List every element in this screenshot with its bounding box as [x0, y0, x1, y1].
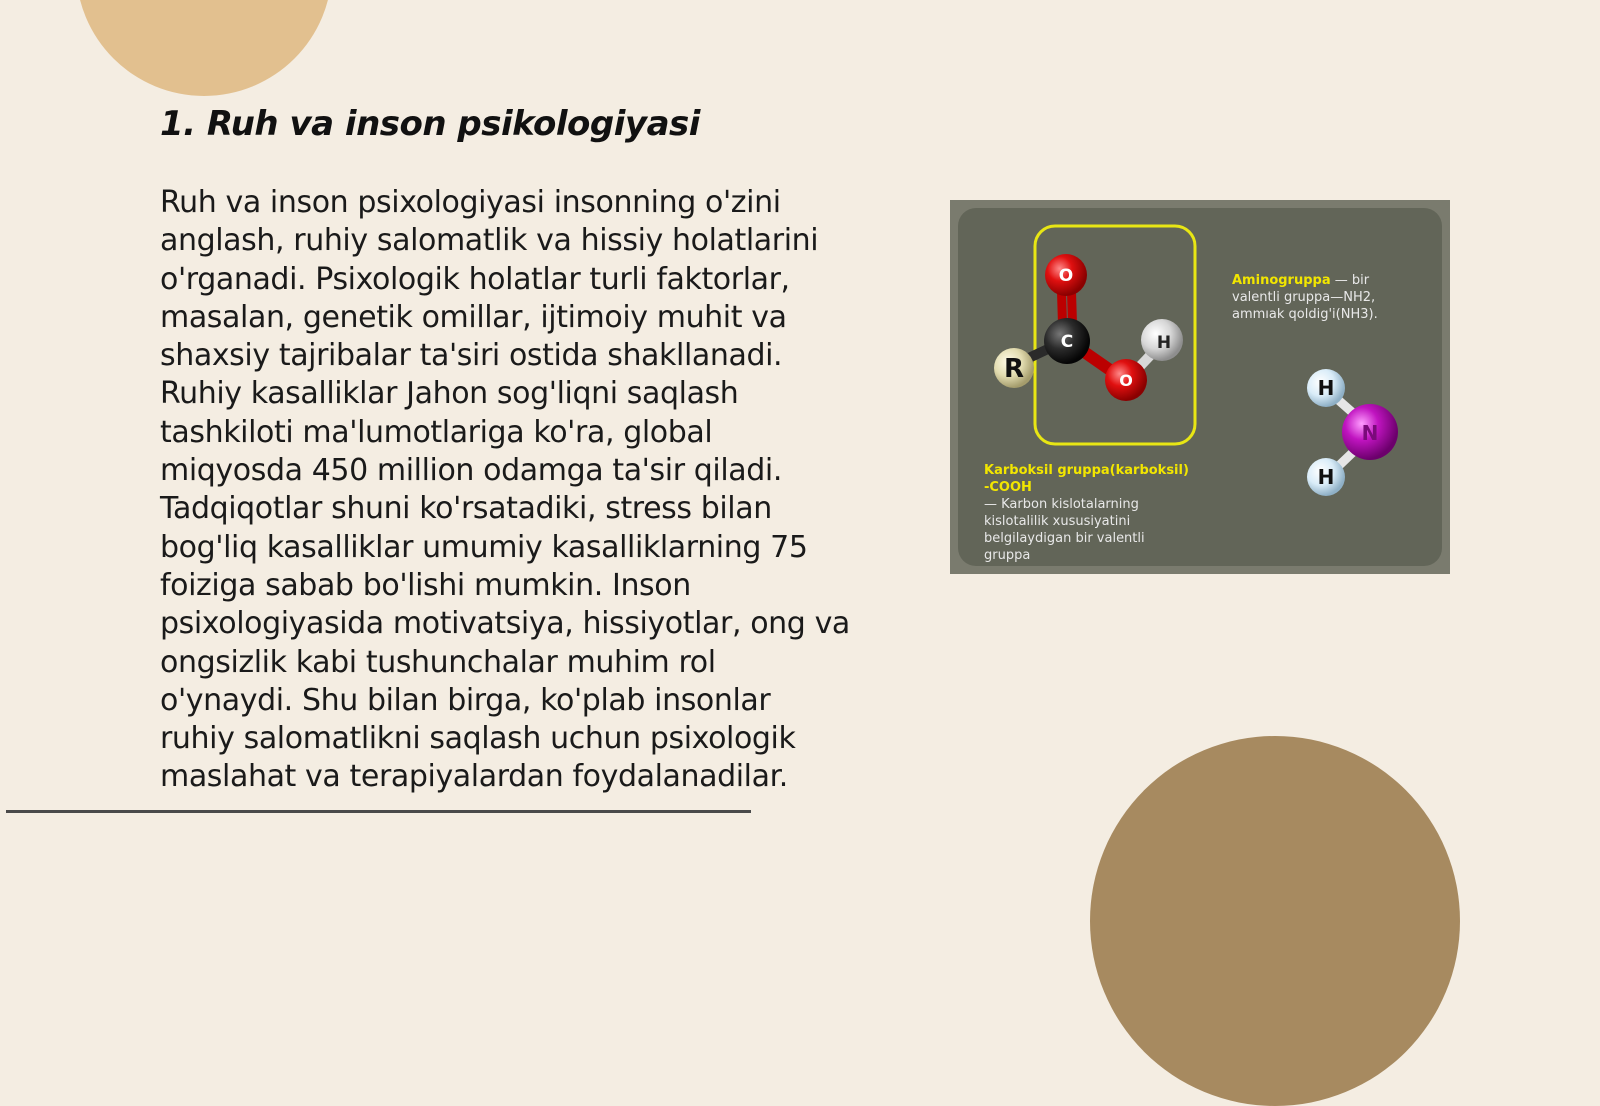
- molecule-figure: [950, 200, 1450, 574]
- atom-label-radical: R: [1003, 354, 1025, 384]
- decorative-circle-bottom: [1090, 736, 1460, 1106]
- atom-label-hydrogen-amino-upper: H: [1317, 376, 1335, 400]
- decorative-circle-top: [76, 0, 332, 96]
- carboxyl-title: Karboksil gruppa(karboksil) -COOH: [984, 463, 1189, 495]
- divider-line: [6, 810, 751, 813]
- carboxyl-caption: [984, 462, 1194, 564]
- atom-label-oxygen-bottom: O: [1119, 371, 1133, 390]
- atom-label-nitrogen: N: [1361, 421, 1379, 445]
- aminogroup-caption: [1232, 272, 1402, 323]
- slide-title: 1. Ruh va inson psikologiyasi: [160, 104, 700, 144]
- carboxyl-description: — Karbon kislotalarning kislotalilik xususiyatini belgilaydigan bir valentli gruppa: [984, 497, 1145, 563]
- aminogroup-title: Aminogruppa: [1232, 273, 1331, 288]
- slide-body-text: Ruh va inson psixologiyasi insonning o'zini anglash, ruhiy salomatlik va hissiy holatlarini o'rganadi. Psixologik holatlar turli faktorlar, masalan, genetik omillar, ijtimoiy muhit va shaxsiy tajribalar ta'siri ostida shakllanadi. Ruhiy kasalliklar Jahon sog'liqni saqlash tashkiloti ma'lumotlariga ko'ra, global miqyosda 450 million odamga ta'sir qiladi. Tadqiqotlar shuni ko'rsatadiki, stress bilan bog'liq kasalliklar umumiy kasalliklarning 75 foiziga sabab bo'lishi mumkin. Inson psixologiyasida motivatsiya, hissiyotlar, ong va ongsizlik kabi tushunchalar muhim rol o'ynaydi. Shu bilan birga, ko'plab insonlar ruhiy salomatlikni saqlash uchun psixologik maslahat va terapiyalardan foydalanadilar.: [160, 185, 850, 795]
- atom-label-oxygen-top: O: [1058, 266, 1074, 286]
- atom-label-carbon: C: [1060, 332, 1074, 352]
- atom-label-hydrogen-carboxyl: H: [1156, 333, 1172, 353]
- atom-label-hydrogen-amino-lower: H: [1317, 465, 1335, 489]
- aminogroup-description: — bir valentli gruppa—NH2, ammıak qoldig'i(NH3).: [1232, 273, 1378, 322]
